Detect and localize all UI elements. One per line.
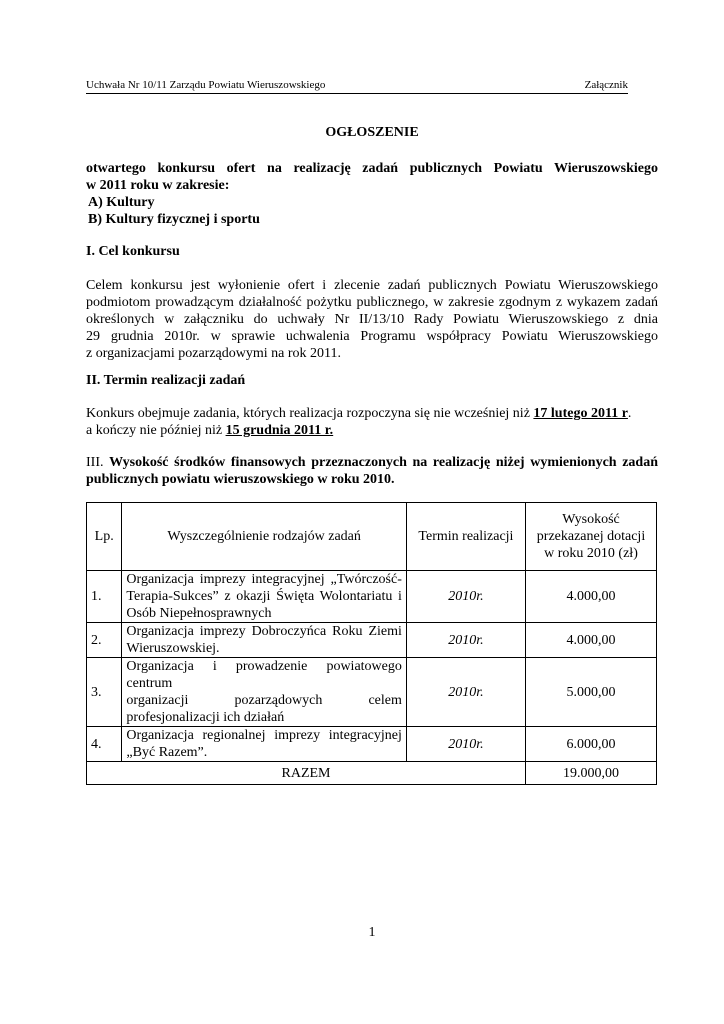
subject-line-1: otwartego konkursu ofert na realizację zadań publicznych Powiatu Wieruszowskiego xyxy=(86,161,658,176)
header-description: Wyszczególnienie rodzajów zadań xyxy=(122,503,406,571)
section-3-prefix: III. xyxy=(86,455,110,470)
section-3-heading-text-2: publicznych powiatu wieruszowskiego w roku 2010. xyxy=(86,472,395,487)
announcement-subject xyxy=(86,160,658,228)
page-number: 1 xyxy=(368,925,376,940)
header-resolution-ref: Uchwała Nr 10/11 Zarządu Powiatu Wieruszowskiego xyxy=(86,79,326,91)
row-term: 2010r. xyxy=(406,571,525,623)
desc-line: Wieruszowskiej. xyxy=(126,641,220,656)
header-term: Termin realizacji xyxy=(406,503,525,571)
row-lp: 4. xyxy=(87,727,122,762)
section-1-line: z organizacjami pozarządowymi na rok 2011. xyxy=(86,346,342,361)
section-2-heading: II. Termin realizacji zadań xyxy=(86,373,246,388)
section-3-line-2 xyxy=(86,471,658,488)
section-2-text-a: Konkurs obejmuje zadania, których realizacja rozpoczyna się nie wcześniej niż xyxy=(86,406,534,421)
subject-line-2: w 2011 roku w zakresie: xyxy=(86,178,230,193)
end-date: 15 grudnia 2011 r. xyxy=(225,423,334,438)
start-date: 17 lutego 2011 r xyxy=(533,406,628,421)
total-label: RAZEM xyxy=(87,762,526,785)
header-amount: Wysokość przekazanej dotacji w roku 2010 (zł) xyxy=(526,503,657,571)
tasks-table xyxy=(86,502,657,785)
desc-line: Organizacja imprezy Dobroczyńca Roku Ziemi xyxy=(126,624,402,639)
desc-line: Terapia-Sukces” z okazji Święta Wolontariatu i xyxy=(126,589,402,604)
row-term: 2010r. xyxy=(406,727,525,762)
section-1-line: podmiotom prowadzącym działalność pożytku publicznego, w zakresie zgodnym z wykazem zadań xyxy=(86,295,658,310)
subject-item-a: A) Kultury xyxy=(88,195,155,210)
table-header-row xyxy=(87,503,657,571)
row-term: 2010r. xyxy=(406,623,525,658)
row-description xyxy=(122,623,406,658)
row-amount: 4.000,00 xyxy=(526,571,657,623)
row-amount: 4.000,00 xyxy=(526,623,657,658)
section-2-text-b: . xyxy=(627,406,632,421)
section-2-line-2 xyxy=(86,422,658,439)
header-lp: Lp. xyxy=(87,503,122,571)
section-2-text-c: a kończy nie później niż xyxy=(86,423,226,438)
document-header xyxy=(86,79,628,94)
table-row xyxy=(87,623,657,658)
row-lp: 2. xyxy=(87,623,122,658)
section-3-line-1 xyxy=(86,454,658,471)
desc-line: Organizacja i prowadzenie powiatowego centrum xyxy=(126,659,402,691)
document-title: OGŁOSZENIE xyxy=(325,125,419,140)
desc-line: organizacji pozarządowych celem xyxy=(126,693,402,708)
row-lp: 3. xyxy=(87,658,122,727)
row-description xyxy=(122,727,406,762)
section-2-paragraph xyxy=(86,405,658,439)
section-1-heading: I. Cel konkursu xyxy=(86,244,180,259)
row-term: 2010r. xyxy=(406,658,525,727)
table-row xyxy=(87,658,657,727)
total-amount: 19.000,00 xyxy=(526,762,657,785)
section-2-line-1 xyxy=(86,405,658,422)
desc-line: Osób Niepełnosprawnych xyxy=(126,606,272,621)
section-3-heading xyxy=(86,454,658,488)
subject-item-b: B) Kultury fizycznej i sportu xyxy=(88,212,260,227)
row-description xyxy=(122,658,406,727)
section-3-heading-text-1: Wysokość środków finansowych przeznaczonych na realizację niżej wymienionych zadań xyxy=(109,455,658,470)
header-attachment-label: Załącznik xyxy=(584,79,628,91)
desc-line: „Być Razem”. xyxy=(126,745,208,760)
section-1-paragraph xyxy=(86,277,658,362)
desc-line: Organizacja imprezy integracyjnej „Twórczość- xyxy=(126,572,402,587)
section-1-line: określonych w załączniku do uchwały Nr II/13/10 Rady Powiatu Wieruszowskiego z dnia xyxy=(86,312,658,327)
desc-line: Organizacja regionalnej imprezy integracyjnej xyxy=(126,728,402,743)
row-description xyxy=(122,571,406,623)
row-amount: 5.000,00 xyxy=(526,658,657,727)
section-1-line: Celem konkursu jest wyłonienie ofert i zlecenie zadań publicznych Powiatu Wieruszowskiego xyxy=(86,278,658,293)
table-row xyxy=(87,571,657,623)
desc-line: profesjonalizacji ich działań xyxy=(126,710,285,725)
table-row xyxy=(87,727,657,762)
total-row xyxy=(87,762,657,785)
row-lp: 1. xyxy=(87,571,122,623)
row-amount: 6.000,00 xyxy=(526,727,657,762)
section-1-line: 29 grudnia 2010r. w sprawie uchwalenia Programu współpracy Powiatu Wieruszowskiego xyxy=(86,329,658,344)
